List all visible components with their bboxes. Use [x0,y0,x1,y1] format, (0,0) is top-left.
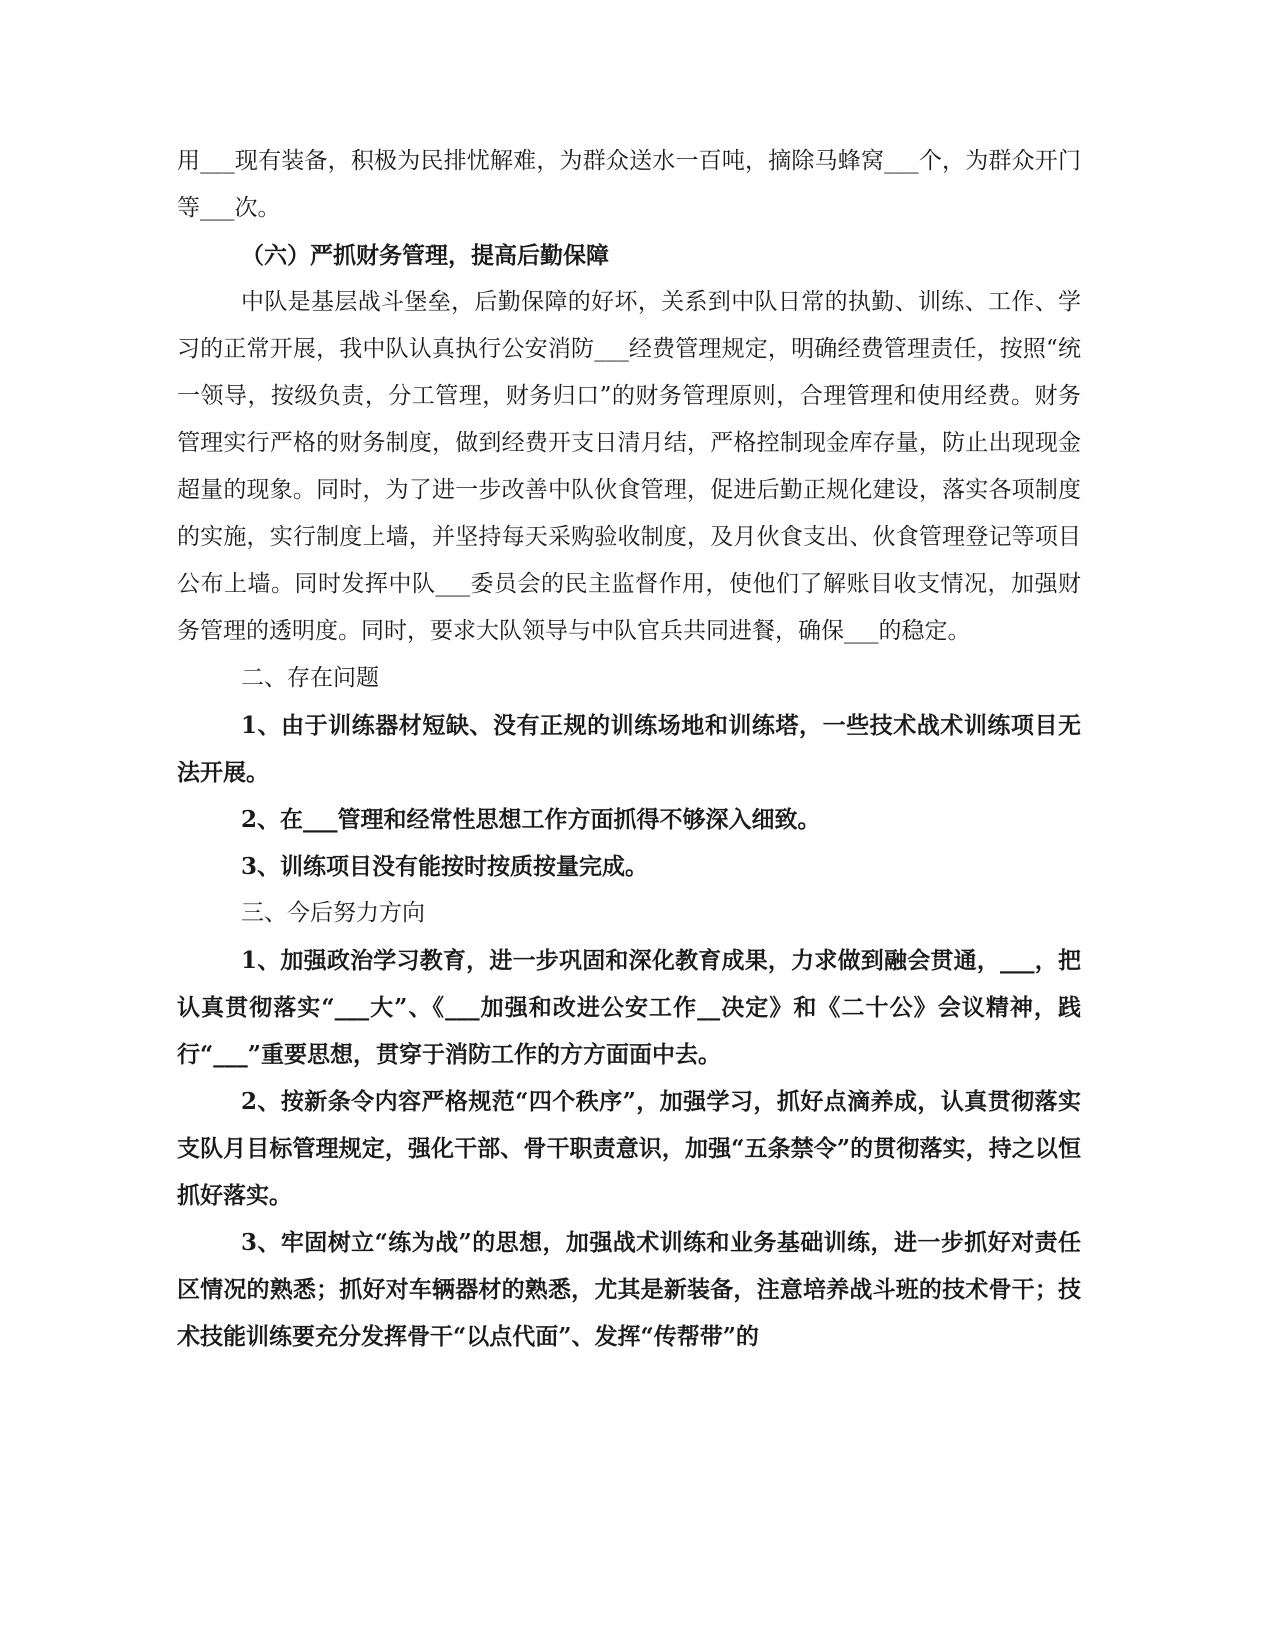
direction-item-1: 1、加强政治学习教育，进一步巩固和深化教育成果，力求做到融会贯通，___，把认真贯彻落实“___大”、《___加强和改进公安工作__决定》和《二十公》会议精神，践行“___”重要思想，贯穿于消防工作的方方面面中去。 [177,947,1081,1068]
problem-item-3: 3、训练项目没有能按时按质按量完成。 [241,853,649,880]
problem-item-1: 1、由于训练器材短缺、没有正规的训练场地和训练塔，一些技术战术训练项目无法开展。 [177,712,1081,786]
problem-item-2: 2、在___管理和经常性思想工作方面抓得不够深入细致。 [241,806,821,833]
section-heading-problems: 二、存在问题 [241,665,379,691]
section-heading-direction: 三、今后努力方向 [241,900,425,926]
section-heading-finance: （六）严抓财务管理，提高后勤保障 [241,242,609,269]
direction-item-3: 3、牢固树立“练为战”的思想，加强战术训练和业务基础训练，进一步抓好对责任区情况的熟悉；抓好对车辆器材的熟悉，尤其是新装备，注意培养战斗班的技术骨干；技术技能训练要充分发挥骨干“以点代面”、发挥“传帮带”的 [177,1229,1081,1350]
document-body [177,138,1081,1360]
direction-item-2: 2、按新条令内容严格规范“四个秩序”，加强学习，抓好点滴养成，认真贯彻落实支队月目标管理规定，强化干部、骨干职责意识，加强“五条禁令”的贯彻落实，持之以恒抓好落实。 [177,1088,1081,1209]
paragraph-1: 用___现有装备，积极为民排忧解难，为群众送水一百吨，摘除马蜂窝___个，为群众开门等___次。 [177,148,1082,221]
paragraph-finance-body: 中队是基层战斗堡垒，后勤保障的好坏，关系到中队日常的执勤、训练、工作、学习的正常开展，我中队认真执行公安消防___经费管理规定，明确经费管理责任，按照“统一领导，按级负责，分工管理，财务归口”的财务管理原则，合理管理和使用经费。财务管理实行严格的财务制度，做到经费开支日清月结，严格控制现金库存量，防止出现现金超量的现象。同时，为了进一步改善中队伙食管理，促进后勤正规化建设，落实各项制度的实施，实行制度上墙，并坚持每天采购验收制度，及月伙食支出、伙食管理登记等项目公布上墙。同时发挥中队___委员会的民主监督作用，使他们了解账目收支情况，加强财务管理的透明度。同时，要求大队领导与中队官兵共同进餐，确保___的稳定。 [177,289,1081,644]
